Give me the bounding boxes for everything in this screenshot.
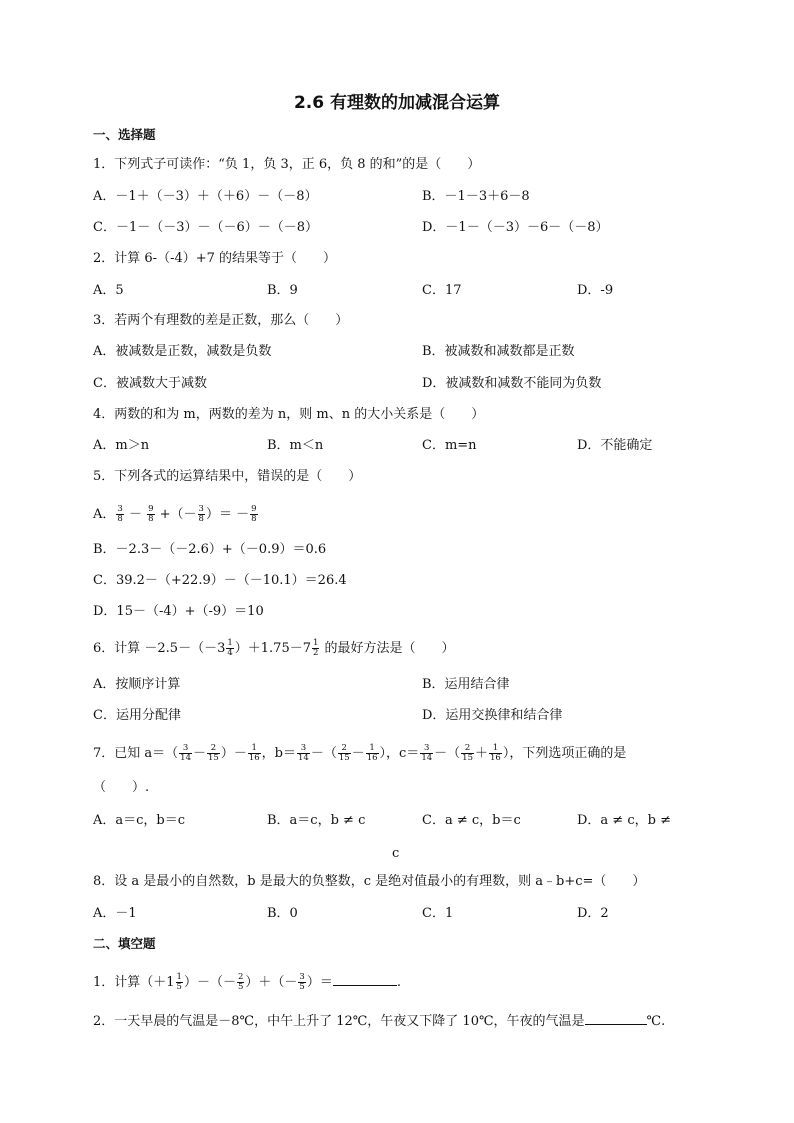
- question-2-option-c: C．17: [422, 283, 462, 298]
- question-8-option-c: C．1: [422, 906, 454, 921]
- question-4-option-c: C．m=n: [422, 438, 477, 453]
- fraction: $\frac{3}{14}$: [298, 743, 309, 763]
- fraction: $\frac{3}{8}$: [198, 504, 204, 524]
- question-1-option-c: C．－1－（－3）－（－6）－（－8）: [93, 220, 319, 235]
- question-5-stem: 5．下列各式的运算结果中，错误的是（ ）: [93, 469, 362, 484]
- question-3-option-d: D．被减数和减数不能同为负数: [422, 376, 602, 391]
- question-2-stem: 2．计算 6-（-4）+7 的结果等于（ ）: [93, 251, 337, 266]
- fraction: $\frac{1}{16}$: [248, 743, 260, 763]
- question-2-option-d: D．-9: [577, 283, 614, 298]
- question-6-option-a: A．按顺序计算: [93, 677, 181, 692]
- question-5-option-a: A． $\frac{3}{8}$ － $\frac{9}{8}$ +（－ $\frac{3}{8}$ ）＝ － $\frac{9}{8}$: [93, 504, 257, 524]
- question-4-option-a: A．m＞n: [93, 438, 150, 453]
- question-7-option-c: C．a ≠ c，b＝c: [422, 813, 521, 828]
- question-8-stem: 8．设 a 是最小的自然数，b 是最大的负整数，c 是绝对值最小的有理数，则 a﹣b+c=（ ）: [93, 874, 646, 889]
- fraction: $\frac{3}{8}$: [117, 504, 123, 524]
- question-1-option-a: A．－1＋（－3）＋（＋6）－（－8）: [93, 189, 318, 204]
- fill-2-stem: 2．一天早晨的气温是－8℃，中午上升了 12℃，午夜又下降了 10℃，午夜的气温是 ℃.: [93, 1011, 665, 1031]
- question-1-option-b: B．－1－3＋6－8: [422, 189, 530, 204]
- fraction: $\frac{9}{8}$: [148, 504, 154, 524]
- option-label: A．: [93, 507, 116, 522]
- question-4-option-b: B．m＜n: [267, 438, 324, 453]
- fraction: $\frac{2}{5}$: [237, 972, 244, 992]
- fill-1-stem: 1．计算（＋1 $\frac{1}{5}$ ）－（－ $\frac{2}{5}$ ）＋（－ $\frac{3}{5}$ ）＝ .: [93, 972, 401, 992]
- question-7-option-b: B．a＝c，b ≠ c: [267, 813, 366, 828]
- question-6-option-b: B．运用结合律: [422, 677, 510, 692]
- question-3-option-c: C．被减数大于减数: [93, 376, 207, 391]
- fraction: $\frac{1}{2}$: [313, 638, 319, 658]
- question-7-option-d-wrap: c: [392, 846, 400, 861]
- question-8-option-a: A．－1: [93, 906, 137, 921]
- answer-blank[interactable]: [585, 1011, 647, 1025]
- question-7-option-d: D．a ≠ c，b ≠: [577, 813, 671, 828]
- question-1-option-d: D．－1－（－3）－6－（－8）: [422, 220, 609, 235]
- question-6-stem: 6．计算 －2.5－（－3 $\frac{1}{4}$ ）＋1.75－7 $\frac{1}{2}$ 的最好方法是（ ）: [93, 638, 455, 658]
- question-8-option-d: D．2: [577, 906, 609, 921]
- fraction: $\frac{1}{4}$: [227, 638, 233, 658]
- question-6-option-c: C．运用分配律: [93, 708, 181, 723]
- question-7-continuation: （ ）.: [93, 780, 150, 795]
- fraction: $\frac{2}{15}$: [208, 743, 219, 763]
- question-7-option-a: A．a＝c，b＝c: [93, 813, 186, 828]
- section-choice-heading: 一、选择题: [93, 127, 156, 142]
- fraction: $\frac{3}{14}$: [421, 743, 433, 763]
- fraction: $\frac{9}{8}$: [251, 504, 257, 524]
- question-8-option-b: B．0: [267, 906, 298, 921]
- fraction: $\frac{3}{5}$: [299, 972, 305, 992]
- question-1-stem: 1．下列式子可读作：“负 1，负 3，正 6，负 8 的和”的是（ ）: [93, 157, 481, 172]
- question-5-option-c: C．39.2－（+22.9）－（－10.1）＝26.4: [93, 573, 347, 588]
- fraction: $\frac{1}{16}$: [490, 743, 501, 763]
- question-2-option-a: A．5: [93, 283, 124, 298]
- question-3-option-a: A．被减数是正数，减数是负数: [93, 344, 272, 359]
- fraction: $\frac{1}{16}$: [366, 743, 378, 763]
- question-3-option-b: B．被减数和减数都是正数: [422, 344, 575, 359]
- fraction: $\frac{3}{14}$: [180, 743, 191, 763]
- question-5-option-b: B．－2.3－（－2.6）+（－0.9）＝0.6: [93, 542, 327, 557]
- fraction: $\frac{2}{15}$: [462, 743, 473, 763]
- question-5-option-d: D．15－（-4）+（-9）＝10: [93, 604, 264, 619]
- page-title: 2.6 有理数的加减混合运算: [293, 93, 501, 113]
- section-fill-heading: 二、填空题: [93, 936, 156, 951]
- answer-blank[interactable]: [333, 972, 397, 986]
- fraction: $\frac{2}{15}$: [338, 743, 350, 763]
- question-3-stem: 3．若两个有理数的差是正数，那么（ ）: [93, 313, 349, 328]
- question-2-option-b: B．9: [267, 283, 298, 298]
- question-4-option-d: D．不能确定: [577, 438, 653, 453]
- question-4-stem: 4．两数的和为 m，两数的差为 n，则 m、n 的大小关系是（ ）: [93, 407, 485, 422]
- question-6-option-d: D．运用交换律和结合律: [422, 708, 563, 723]
- question-7-stem: 7．已知 a＝（ $\frac{3}{14}$ － $\frac{2}{15}$ ）－ $\frac{1}{16}$ ，b＝ $\frac{3}{14}$ －（ $\frac{2}{15}$ － $\frac{1}{16}$ ），c＝ $\frac{3}{14}$ －（ $\frac{2}{15}$ ＋ $\frac{1}{16}$ ），下列选项正确的是: [93, 743, 627, 763]
- fraction: $\frac{1}{5}$: [176, 972, 182, 992]
